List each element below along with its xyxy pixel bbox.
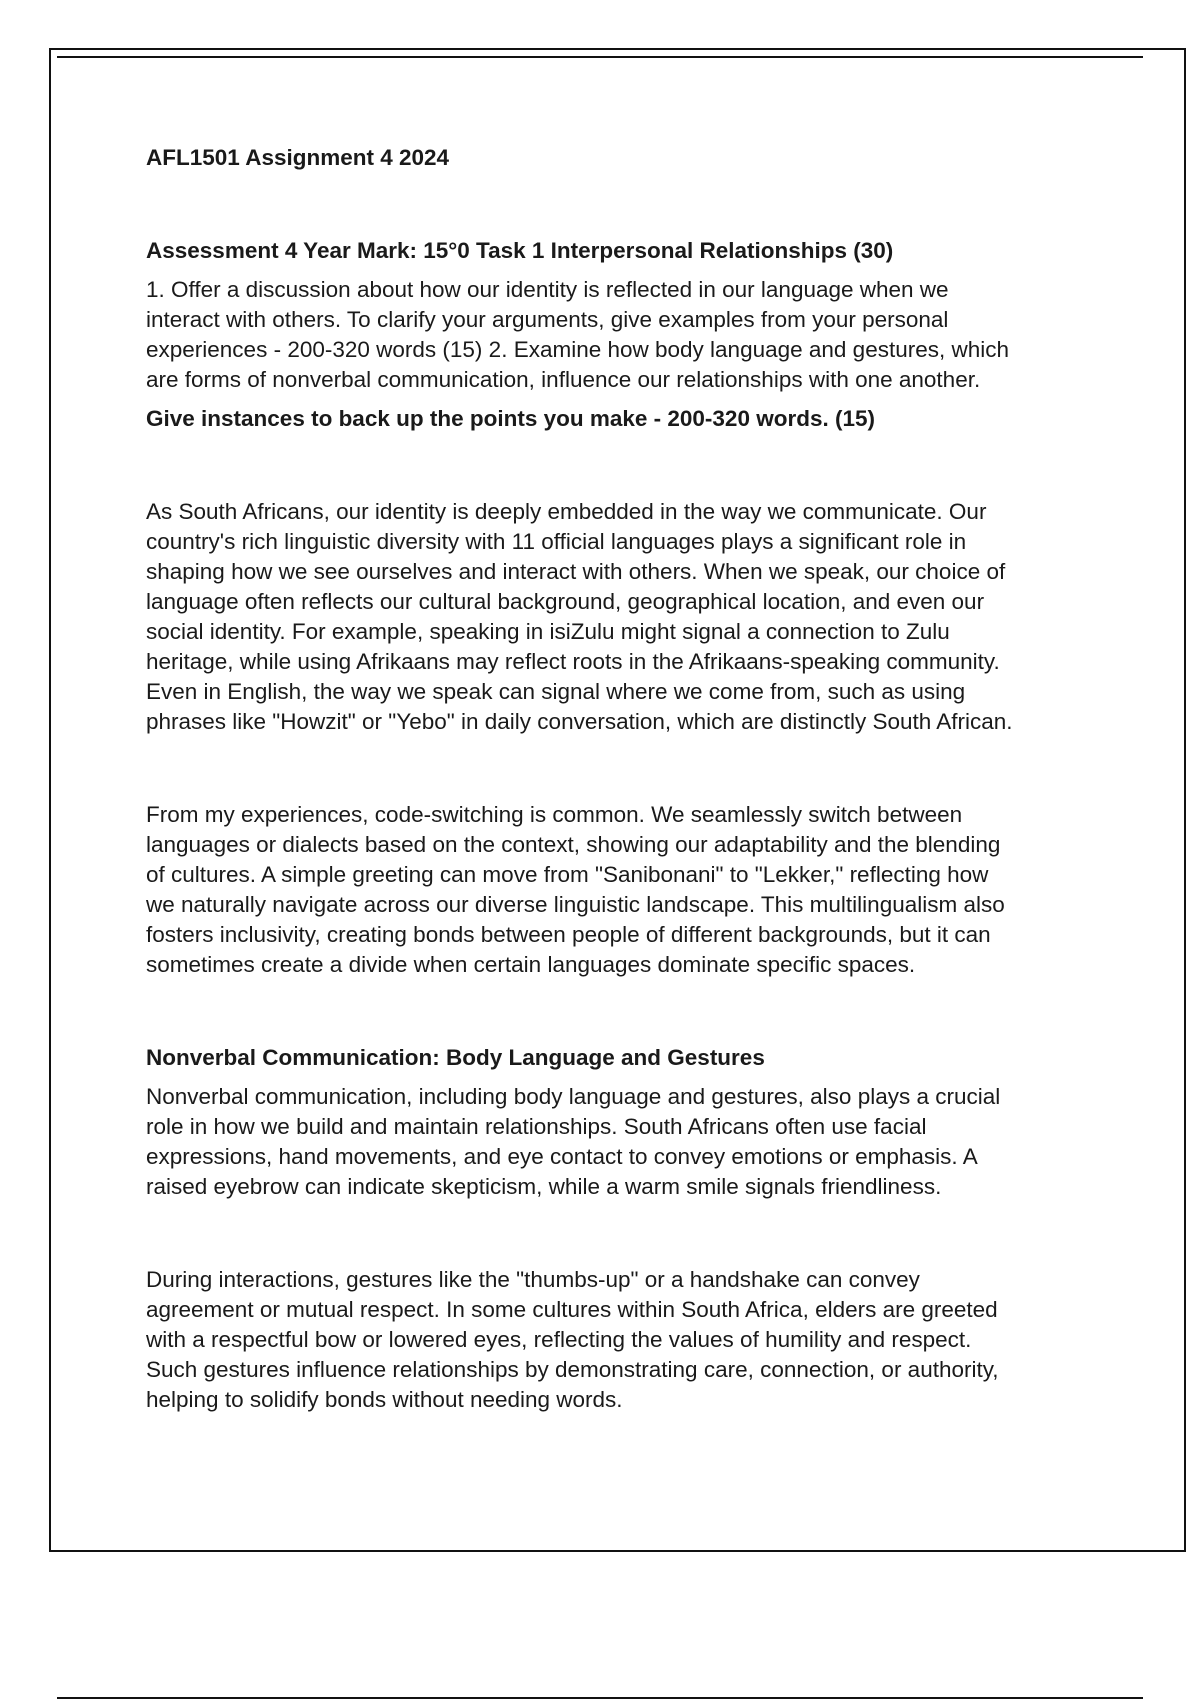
document-body bbox=[146, 143, 1146, 1415]
answer-paragraph-nonverbal: Nonverbal communication, including body language and gestures, also plays a crucial role in how we build and maintain relationships. South Africans often use facial expressions, hand movements, and eye contact to convey emotions or emphasis. A raised eyebrow can indicate skepticism, while a warm smile signals friendliness. bbox=[146, 1084, 1001, 1199]
task-heading: Assessment 4 Year Mark: 15°0 Task 1 Interpersonal Relationships (30) bbox=[146, 238, 894, 263]
nonverbal-heading: Nonverbal Communication: Body Language and Gestures bbox=[146, 1045, 765, 1070]
task-instruction: Give instances to back up the points you make - 200-320 words. (15) bbox=[146, 406, 875, 431]
bottom-rule bbox=[57, 1697, 1143, 1699]
task-questions: 1. Offer a discussion about how our identity is reflected in our language when we interact with others. To clarify your arguments, give examples from your personal experiences - 200-320 words (15) 2. Examine how body language and gestures, which are forms of nonverbal communication, influence our relationships with one another. bbox=[146, 277, 1010, 392]
answer-paragraph-identity: As South Africans, our identity is deeply embedded in the way we communicate. Our country's rich linguistic diversity with 11 official languages plays a significant role in shaping how we see ourselves and interact with others. When we speak, our choice of language often reflects our cultural background, geographical location, and even our social identity. For example, speaking in isiZulu might signal a connection to Zulu heritage, while using Afrikaans may reflect roots in the Afrikaans-speaking community. Even in English, the way we speak can signal where we come from, such as using phrases like "Howzit" or "Yebo" in daily conversation, which are distinctly South African. bbox=[146, 499, 1013, 734]
answer-paragraph-code-switching: From my experiences, code-switching is common. We seamlessly switch between languages or dialects based on the context, showing our adaptability and the blending of cultures. A simple greeting can move from "Sanibonani" to "Lekker," reflecting how we naturally navigate across our diverse linguistic landscape. This multilingualism also fosters inclusivity, creating bonds between people of different backgrounds, but it can sometimes create a divide when certain languages dominate specific spaces. bbox=[146, 802, 1005, 977]
document-title: AFL1501 Assignment 4 2024 bbox=[146, 145, 450, 170]
answer-paragraph-gestures: During interactions, gestures like the "thumbs-up" or a handshake can convey agreement or mutual respect. In some cultures within South Africa, elders are greeted with a respectful bow or lowered eyes, reflecting the values of humility and respect. Such gestures influence relationships by demonstrating care, connection, or authority, helping to solidify bonds without needing words. bbox=[146, 1267, 999, 1412]
top-rule bbox=[57, 56, 1143, 58]
